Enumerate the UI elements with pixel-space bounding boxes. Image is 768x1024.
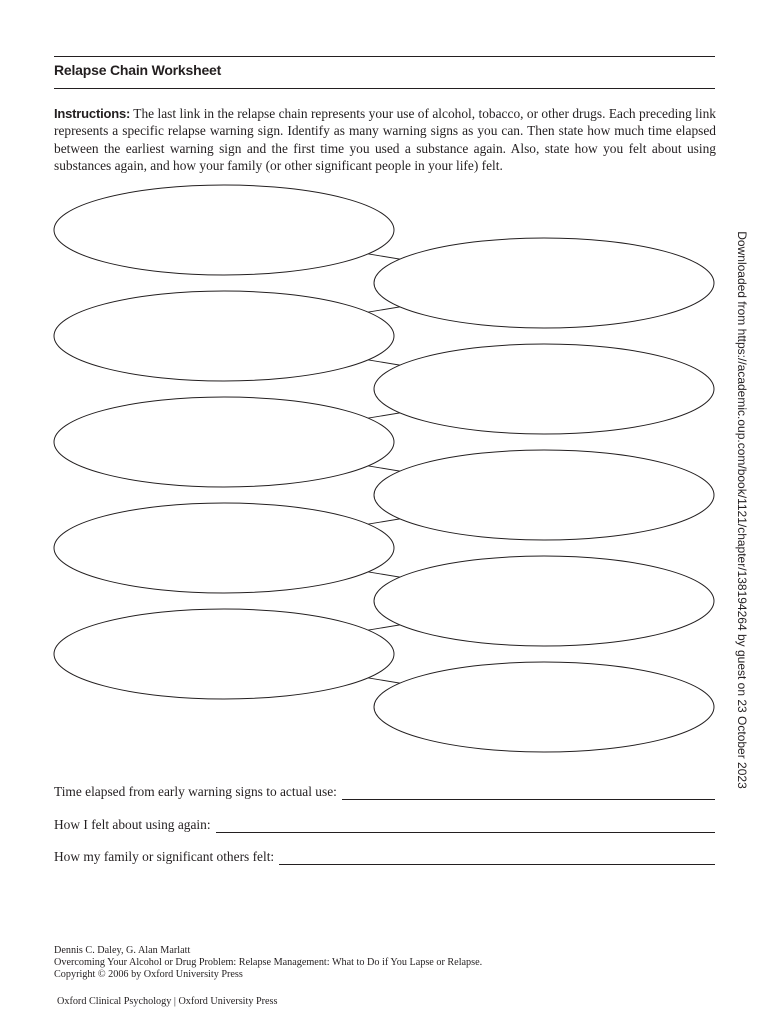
chain-link-9[interactable] — [54, 609, 394, 699]
felt-about-using-row — [54, 817, 715, 833]
time-elapsed-field[interactable] — [342, 789, 715, 800]
chain-link-2[interactable] — [374, 238, 714, 328]
felt-about-using-field[interactable] — [216, 822, 715, 833]
instructions-text: The last link in the relapse chain represents your use of alcohol, tobacco, or other drugs. Each preceding link represents a specific relapse warning sign. Identify as many warning signs as you can. Then state how much time elapsed between the earliest warning sign and the first time you used a substance again. Also, state how you felt about using substances again, and how your family (or other significant people in your life) felt. — [54, 106, 716, 174]
chain-link-6[interactable] — [374, 450, 714, 540]
citation — [54, 945, 482, 981]
family-felt-label: How my family or significant others felt: — [54, 849, 275, 864]
family-felt-field[interactable] — [279, 854, 715, 865]
chain-link-5[interactable] — [54, 397, 394, 487]
family-felt-row — [54, 849, 715, 865]
citation-authors: Dennis C. Daley, G. Alan Marlatt — [54, 945, 191, 956]
felt-about-using-label: How I felt about using again: — [54, 817, 211, 832]
citation-copyright: Copyright © 2006 by Oxford University Press — [54, 969, 243, 980]
chain-link-7[interactable] — [54, 503, 394, 593]
chain-link-1[interactable] — [54, 185, 394, 275]
chain-link-3[interactable] — [54, 291, 394, 381]
chain-link-8[interactable] — [374, 556, 714, 646]
worksheet-title: Relapse Chain Worksheet — [54, 62, 222, 78]
citation-book: Overcoming Your Alcohol or Drug Problem: Relapse Management: What to Do if You Lapse or Relapse. — [54, 957, 483, 968]
chain-link-4[interactable] — [374, 344, 714, 434]
instructions-label: Instructions: — [54, 106, 131, 121]
download-note: Downloaded from https://academic.oup.com/book/1121/chapter/138194264 by guest on 23 October 2023 — [735, 231, 749, 789]
time-elapsed-label: Time elapsed from early warning signs to actual use: — [54, 784, 337, 799]
chain-link-10[interactable] — [374, 662, 714, 752]
publisher-line: Oxford Clinical Psychology | Oxford University Press — [57, 996, 278, 1007]
time-elapsed-row — [54, 784, 715, 800]
